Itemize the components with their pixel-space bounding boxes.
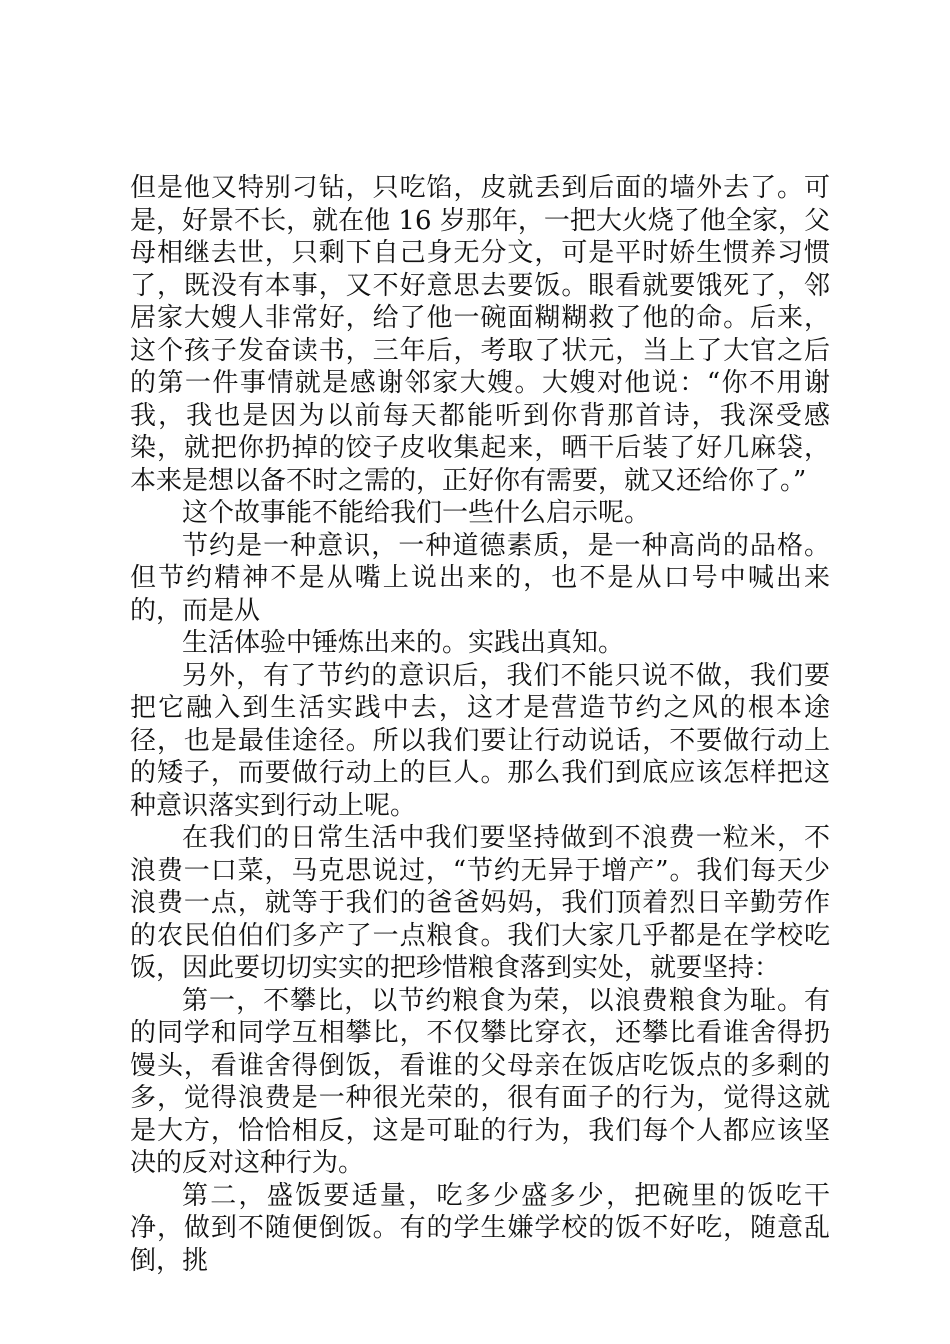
paragraph-question: 这个故事能不能给我们一些什么启示呢。 [182, 498, 651, 528]
document-body [130, 172, 830, 1277]
paragraph-story-end: 但是他又特别刁钻，只吃馅，皮就丢到后面的墙外去了。可是，好景不长，就在他 16 岁那年，一把大火烧了他全家，父母相继去世，只剩下自己身无分文，可是平时娇生惯养习惯了，既没有本事，又不好意思去要饭。眼看就要饿死了，邻居家大嫂人非常好，给了他一碗面糊糊救了他的命。后来，这个孩子发奋读书，三年后，考取了状元，当上了大官之后的第一件事情就是感谢邻家大嫂。大嫂对他说：“你不用谢我，我也是因为以前每天都能听到你背那首诗，我深受感染，就把你扔掉的饺子皮收集起来，晒干后装了好几麻袋，本来是想以备不时之需的，正好你有需要，就又还给你了。” [130, 173, 830, 496]
paragraph-action: 另外，有了节约的意识后，我们不能只说不做，我们要把它融入到生活实践中去，这才是营造节约之风的根本途径，也是最佳途径。所以我们要让行动说话，不要做行动上的矮子，而要做行动上的巨人。那么我们到底应该怎样把这种意识落实到行动上呢。 [130, 660, 830, 821]
paragraph-daily-life: 在我们的日常生活中我们要坚持做到不浪费一粒米，不浪费一口菜，马克思说过，“节约无异于增产”。我们每天少浪费一点，就等于我们的爸爸妈妈，我们顶着烈日辛勤劳作的农民伯伯们多产了一点粮食。我们大家几乎都是在学校吃饭，因此要切切实实的把珍惜粮食落到实处，就要坚持： [130, 823, 830, 983]
paragraph-saving-awareness: 节约是一种意识，一种道德素质，是一种高尚的品格。但节约精神不是从嘴上说出来的，也不是从口号中喊出来的，而是从 [130, 530, 830, 626]
paragraph-point-two: 第二，盛饭要适量，吃多少盛多少，把碗里的饭吃干净，做到不随便倒饭。有的学生嫌学校的饭不好吃，随意乱倒，挑 [130, 1180, 830, 1276]
paragraph-practice: 生活体验中锤炼出来的。实践出真知。 [182, 628, 625, 658]
paragraph-point-one: 第一，不攀比，以节约粮食为荣，以浪费粮食为耻。有的同学和同学互相攀比，不仅攀比穿衣，还攀比看谁舍得扔馒头，看谁舍得倒饭，看谁的父母亲在饭店吃饭点的多剩的多，觉得浪费是一种很光荣的，很有面子的行为，觉得这就是大方，恰恰相反，这是可耻的行为，我们每个人都应该坚决的反对这种行为。 [130, 985, 830, 1178]
